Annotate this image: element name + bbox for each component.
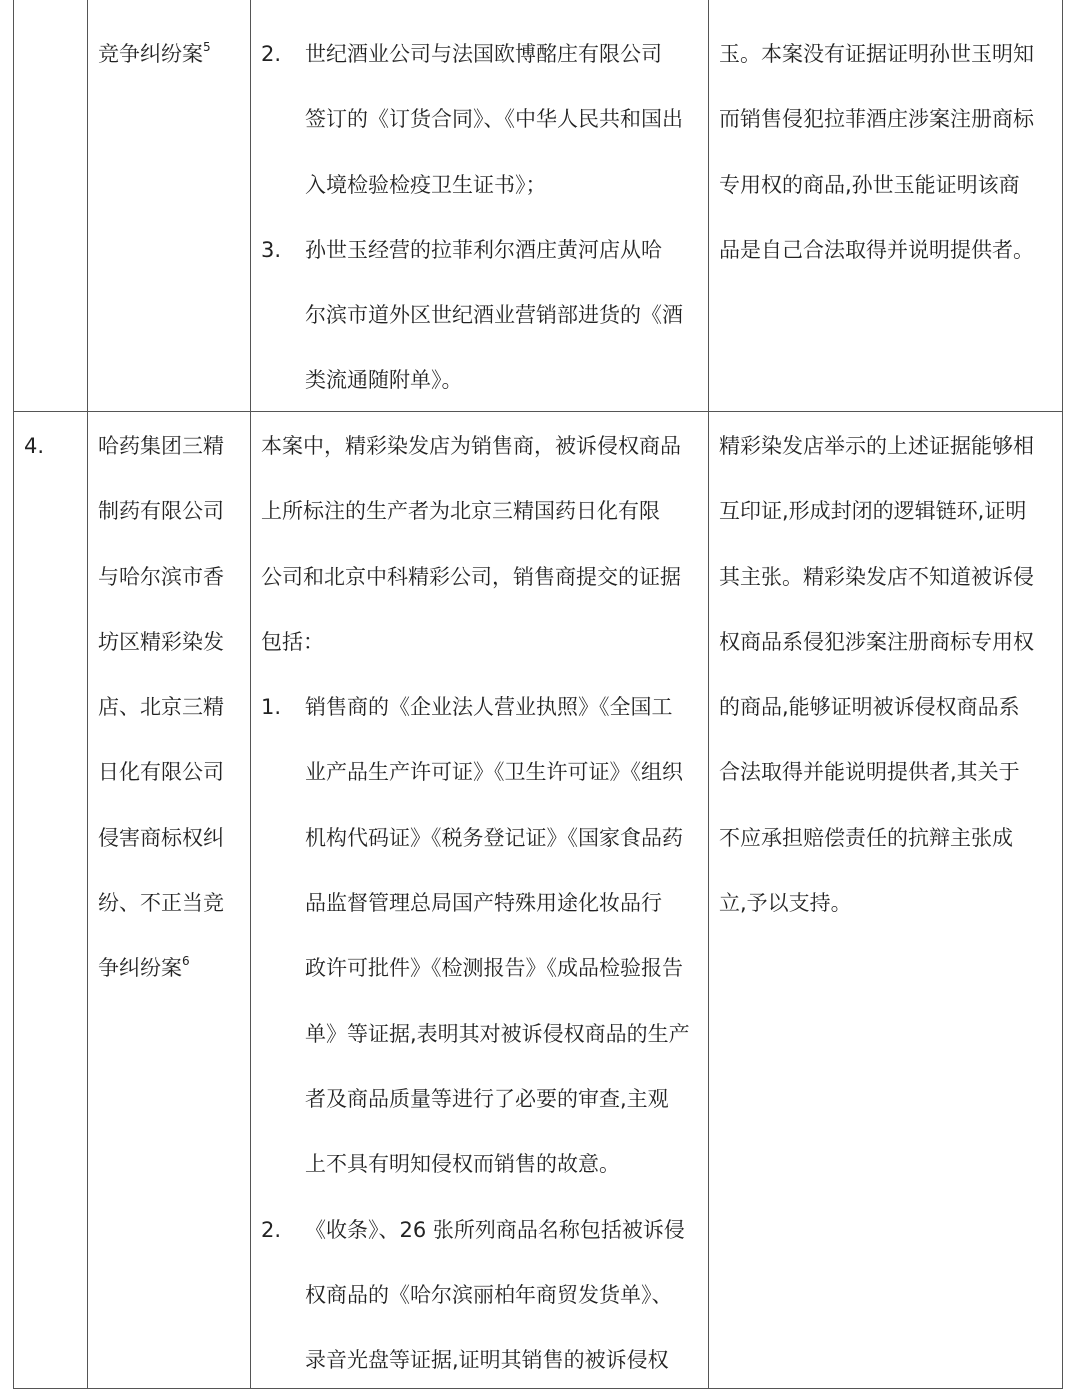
text-line: 专用权的商品,孙世玉能证明该商 bbox=[719, 172, 1020, 197]
text-line: 坊区精彩染发 bbox=[98, 629, 224, 654]
footnote-mark: 5 bbox=[203, 40, 211, 54]
text-line: 侵害商标权纠 bbox=[98, 825, 224, 850]
evidence-item bbox=[261, 675, 701, 1197]
text-line: 公司和北京中科精彩公司，销售商提交的证据 bbox=[261, 564, 681, 589]
text-line: 《收条》、26 张所列商品名称包括被诉侵 bbox=[305, 1217, 685, 1242]
text-line: 立,予以支持。 bbox=[719, 891, 852, 916]
text-line: 制药有限公司 bbox=[98, 499, 224, 524]
case-name: 竞争纠纷案 bbox=[98, 42, 203, 66]
text-line: 合法取得并能说明提供者,其关于 bbox=[719, 760, 1020, 785]
text-line: 上不具有明知侵权而销售的故意。 bbox=[305, 1152, 620, 1177]
text-line: 其主张。精彩染发店不知道被诉侵 bbox=[719, 564, 1034, 589]
text-line: 不应承担赔偿责任的抗辩主张成 bbox=[719, 825, 1013, 850]
table-border-left bbox=[13, 0, 14, 1389]
table-border-right bbox=[1062, 0, 1063, 1389]
text-line: 权商品系侵犯涉案注册商标专用权 bbox=[719, 629, 1034, 654]
column-divider-1 bbox=[87, 0, 88, 1389]
text-line: 签订的《订货合同》、《中华人民共和国出 bbox=[305, 107, 683, 132]
item-number: 1. bbox=[261, 695, 282, 720]
evidence-item bbox=[261, 218, 701, 414]
text-line: 机构代码证》《税务登记证》《国家食品药 bbox=[305, 825, 683, 850]
row1-case-cell bbox=[98, 22, 211, 87]
row2-evidence-cell bbox=[261, 414, 701, 1393]
text-line: 纷、不正当竞 bbox=[98, 891, 224, 916]
column-divider-2 bbox=[250, 0, 251, 1389]
text-line: 争纠纷案 bbox=[98, 956, 182, 981]
text-line: 与哈尔滨市香 bbox=[98, 564, 224, 589]
text-line: 日化有限公司 bbox=[98, 760, 224, 785]
footnote-mark: 6 bbox=[182, 954, 190, 969]
text-line: 精彩染发店举示的上述证据能够相 bbox=[719, 434, 1034, 458]
row2-conclusion-cell bbox=[719, 414, 1059, 936]
text-line: 品监督管理总局国产特殊用途化妆品行 bbox=[305, 891, 662, 916]
text-line: 玉。本案没有证据证明孙世玉明知 bbox=[719, 42, 1034, 66]
text-line: 世纪酒业公司与法国欧博酩庄有限公司 bbox=[305, 42, 662, 66]
text-line: 品是自己合法取得并说明提供者。 bbox=[719, 237, 1034, 262]
text-line: 孙世玉经营的拉菲利尔酒庄黄河店从哈 bbox=[305, 237, 662, 262]
row1-evidence-cell bbox=[261, 22, 701, 414]
evidence-item bbox=[261, 22, 701, 218]
text-line: 包括： bbox=[261, 629, 324, 654]
text-line: 互印证,形成封闭的逻辑链环,证明 bbox=[719, 499, 1027, 524]
text-line: 尔滨市道外区世纪酒业营销部进货的《酒 bbox=[305, 303, 683, 328]
text-line: 本案中，精彩染发店为销售商，被诉侵权商品 bbox=[261, 434, 681, 458]
text-line: 哈药集团三精 bbox=[98, 434, 224, 458]
row2-number-cell bbox=[24, 414, 44, 479]
item-number: 2. bbox=[261, 1217, 282, 1242]
row-number: 4. bbox=[24, 434, 45, 458]
item-number: 3. bbox=[261, 237, 282, 262]
text-line: 而销售侵犯拉菲酒庄涉案注册商标 bbox=[719, 107, 1034, 132]
text-line: 入境检验检疫卫生证书》； bbox=[305, 172, 547, 197]
text-line: 店、北京三精 bbox=[98, 695, 224, 720]
evidence-item bbox=[261, 1198, 701, 1394]
text-line: 者及商品质量等进行了必要的审查,主观 bbox=[305, 1086, 669, 1111]
text-line: 录音光盘等证据,证明其销售的被诉侵权 bbox=[305, 1348, 669, 1373]
row1-conclusion-cell bbox=[719, 22, 1059, 283]
item-number: 2. bbox=[261, 42, 282, 66]
text-line: 政许可批件》《检测报告》《成品检验报告 bbox=[305, 956, 683, 981]
text-line: 的商品,能够证明被诉侵权商品系 bbox=[719, 695, 1020, 720]
text-line: 单》等证据,表明其对被诉侵权商品的生产 bbox=[305, 1021, 690, 1046]
text-line: 权商品的《哈尔滨丽柏年商贸发货单》、 bbox=[305, 1282, 673, 1307]
row2-case-cell bbox=[98, 414, 224, 1002]
text-line: 业产品生产许可证》《卫生许可证》《组织 bbox=[305, 760, 683, 785]
text-line: 类流通随附单》。 bbox=[305, 368, 463, 393]
text-line: 上所标注的生产者为北京三精国药日化有限 bbox=[261, 499, 660, 524]
column-divider-3 bbox=[708, 0, 709, 1389]
text-line: 销售商的《企业法人营业执照》《全国工 bbox=[305, 695, 673, 720]
